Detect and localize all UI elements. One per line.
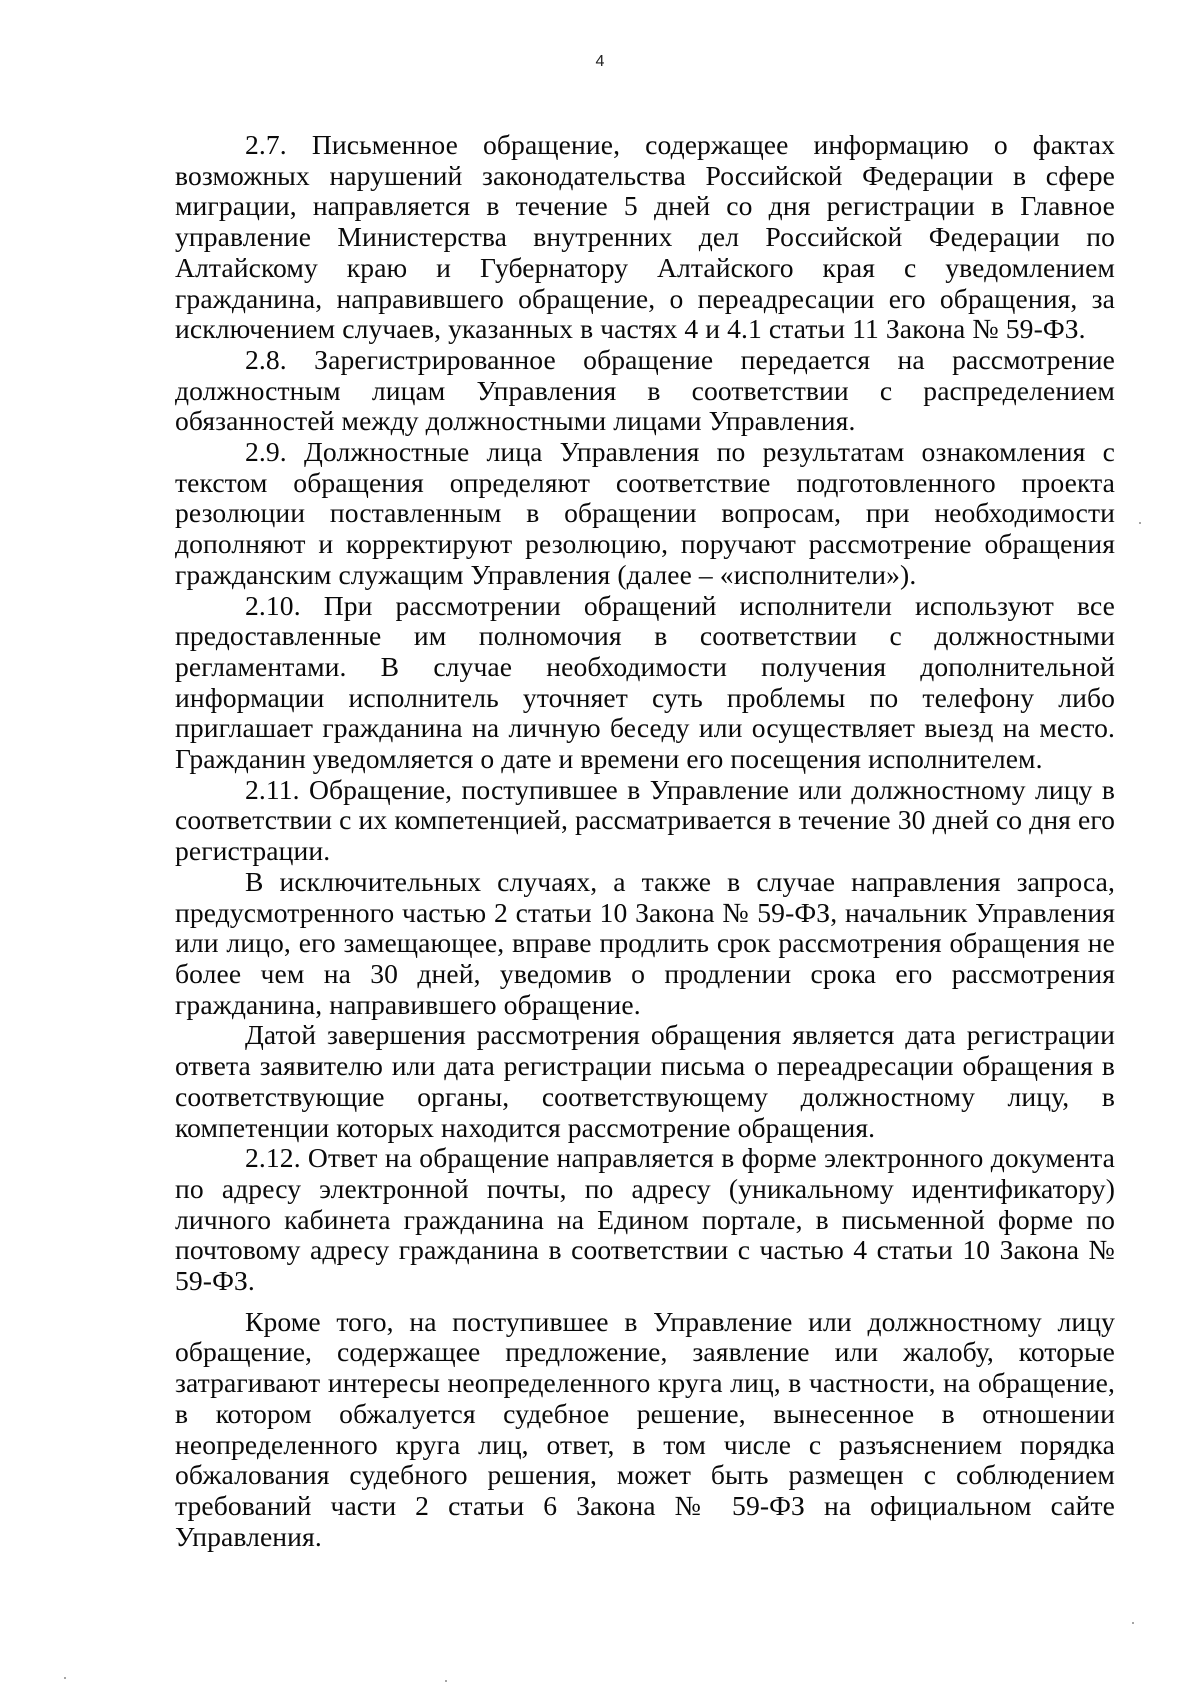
paragraph-2-12-publication: Кроме того, на поступившее в Управление или должностному лицу обращение, содержащее предложение, заявление или жалобу, которые затрагивают интересы неопределенного круга лиц, в частности, на обращение, в котором обжалуется судебное решение, вынесенное в отношении неопределенного круга лиц, ответ, в том числе с разъяснением порядка обжалования судебного решения, может быть размещен с соблюдением требований части 2 статьи 6 Закона № 59-ФЗ на официальном сайте Управления. xyxy=(175,1305,1115,1552)
paragraph-2-8: 2.8. Зарегистрированное обращение передается на рассмотрение должностным лицам Управления в соответствии с распределением обязанностей между должностными лицами Управления. xyxy=(175,343,1115,437)
scan-speck xyxy=(1139,522,1141,524)
scan-speck xyxy=(445,1680,447,1682)
paragraph-2-7: 2.7. Письменное обращение, содержащее информацию о фактах возможных нарушений законодательства Российской Федерации в сфере миграции, направляется в течение 5 дней со дня регистрации в Главное управление Министерства внутренних дел Российской Федерации по Алтайскому краю и Губернатору Алтайского края с уведомлением гражданина, направившего обращение, о переадресации его обращения, за исключением случаев, указанных в частях 4 и 4.1 статьи 11 Закона № 59-ФЗ. xyxy=(175,129,1115,345)
document-body xyxy=(175,130,1115,1552)
scan-speck xyxy=(64,1677,66,1679)
paragraph-2-9: 2.9. Должностные лица Управления по результатам ознакомления с текстом обращения определяют соответствие подготовленного проекта резолюции поставленным в обращении вопросам, при необходимости дополняют и корректируют резолюцию, поручают рассмотрение обращения гражданским служащим Управления (далее – «исполнители»). xyxy=(175,436,1115,590)
paragraph-2-12: 2.12. Ответ на обращение направляется в форме электронного документа по адресу электронной почты, по адресу (уникальному идентификатору) личного кабинета гражданина на Едином портале, в письменной форме по почтовому адресу гражданина в соответствии с частью 4 статьи 10 Закона № 59-ФЗ. xyxy=(175,1142,1115,1297)
paragraph-2-10: 2.10. При рассмотрении обращений исполнители используют все предоставленные им полномочия в соответствии с должностными регламентами. В случае необходимости получения дополнительной информации исполнитель уточняет суть проблемы по телефону либо приглашает гражданина на личную беседу или осуществляет выезд на место. Гражданин уведомляется о дате и времени его посещения исполнителем. xyxy=(175,589,1115,775)
paragraph-2-11-exceptions: В исключительных случаях, а также в случае направления запроса, предусмотренного частью 2 статьи 10 Закона № 59-ФЗ, начальник Управления или лицо, его замещающее, вправе продлить срок рассмотрения обращения не более чем на 30 дней, уведомив о продлении срока его рассмотрения гражданина, направившего обращение. xyxy=(175,865,1115,1020)
paragraph-2-11: 2.11. Обращение, поступившее в Управление или должностному лицу в соответствии с их компетенцией, рассматривается в течение 30 дней со дня его регистрации. xyxy=(175,773,1115,867)
scan-speck xyxy=(1132,1622,1134,1624)
paragraph-2-11-completion-date: Датой завершения рассмотрения обращения является дата регистрации ответа заявителю или дата регистрации письма о переадресации обращения в соответствующие органы, соответствующему должностному лицу, в компетенции которых находится рассмотрение обращения. xyxy=(175,1019,1115,1143)
page-number: 4 xyxy=(595,53,605,70)
